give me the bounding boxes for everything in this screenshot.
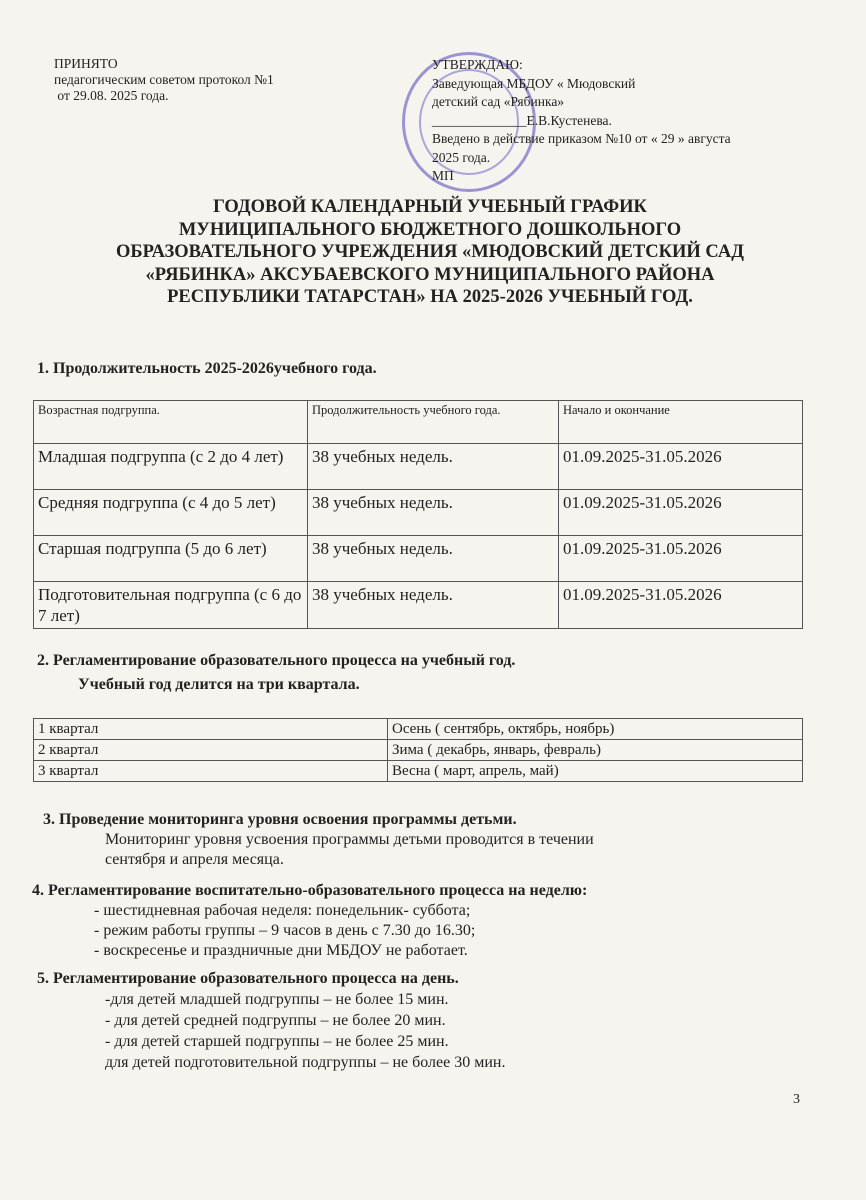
title-line: РЕСПУБЛИКИ ТАТАРСТАН» НА 2025-2026 УЧЕБНЫЙ ГОД. [167, 287, 693, 307]
cell: 01.09.2025-31.05.2026 [559, 490, 803, 536]
cell: 38 учебных недель. [308, 582, 559, 629]
cell: Подготовительная подгруппа (с 6 до 7 лет) [34, 582, 308, 629]
cell: Зима ( декабрь, январь, февраль) [388, 740, 803, 761]
cell: 2 квартал [34, 740, 388, 761]
table-row [34, 740, 803, 761]
text: детский сад «Рябинка» [432, 94, 565, 109]
title-line: МУНИЦИПАЛЬНОГО БЮДЖЕТНОГО ДОШКОЛЬНОГО [178, 219, 682, 240]
section-5 [37, 968, 505, 1073]
header-cell: Продолжительность учебного года. [308, 401, 559, 444]
table-row [34, 761, 803, 782]
cell: Младшая подгруппа (с 2 до 4 лет) [34, 444, 308, 490]
section-4-heading: 4. Регламентирование воспитательно-образовательного процесса на неделю: [32, 882, 588, 899]
text: Мониторинг уровня усвоения программы детьми проводится в течении [105, 831, 594, 848]
text: от 29.08. 2025 года. [54, 88, 169, 103]
table-row [34, 536, 803, 582]
table-row [34, 719, 803, 740]
table-row [34, 582, 803, 629]
section-2-heading: 2. Регламентирование образовательного процесса на учебный год. [37, 652, 516, 669]
section-5-heading: 5. Регламентирование образовательного процесса на день. [37, 970, 459, 987]
cell: Старшая подгруппа (5 до 6 лет) [34, 536, 308, 582]
cell: 38 учебных недель. [308, 536, 559, 582]
text: 2025 года. [432, 149, 491, 165]
list-item: - шестидневная рабочая неделя: понедельник- суббота; [94, 902, 471, 919]
title-line: ГОДОВОЙ КАЛЕНДАРНЫЙ УЧЕБНЫЙ ГРАФИК [213, 197, 647, 217]
table-header [34, 401, 803, 444]
document-title [60, 196, 800, 309]
section-4 [32, 881, 587, 961]
cell: 38 учебных недель. [308, 444, 559, 490]
cell: 01.09.2025-31.05.2026 [559, 444, 803, 490]
list-item: - для детей средней подгруппы – не более 20 мин. [105, 1012, 446, 1029]
list-item: - воскресенье и праздничные дни МБДОУ не работает. [94, 942, 468, 959]
cell: 3 квартал [34, 761, 388, 782]
text: УТВЕРЖДАЮ: [432, 57, 523, 72]
cell: Средняя подгруппа (с 4 до 5 лет) [34, 490, 308, 536]
header-cell: Начало и окончание [559, 401, 803, 444]
section-2-subheading: Учебный год делится на три квартала. [78, 676, 360, 693]
title-line: ОБРАЗОВАТЕЛЬНОГО УЧРЕЖДЕНИЯ «МЮДОВСКИЙ ДЕТСКИЙ САД [116, 242, 744, 262]
approval-left [54, 56, 274, 104]
list-item: - для детей старшей подгруппы – не более 25 мин. [105, 1033, 449, 1050]
text: сентября и апреля месяца. [105, 851, 284, 868]
signature-line: ______________Е.В.Кустенева. [432, 112, 612, 128]
text: ПРИНЯТО [54, 56, 118, 71]
section-1-heading: 1. Продолжительность 2025-2026учебного года. [37, 360, 377, 377]
text: педагогическим советом протокол №1 [54, 72, 274, 87]
cell: 38 учебных недель. [308, 490, 559, 536]
approval-right [432, 56, 731, 186]
section-3 [43, 810, 594, 870]
table-row [34, 490, 803, 536]
cell: Весна ( март, апрель, май) [388, 761, 803, 782]
text: Заведующая МБДОУ « Мюдовский [432, 75, 636, 91]
text: МП [432, 168, 454, 183]
title-line: «РЯБИНКА» АКСУБАЕВСКОГО МУНИЦИПАЛЬНОГО РАЙОНА [145, 264, 715, 285]
text: Введено в действие приказом №10 от « 29 » августа [432, 131, 731, 146]
table-row [34, 444, 803, 490]
cell: Осень ( сентябрь, октябрь, ноябрь) [388, 719, 803, 740]
list-item: - режим работы группы – 9 часов в день с 7.30 до 16.30; [94, 922, 476, 939]
section-3-heading: 3. Проведение мониторинга уровня освоения программы детьми. [43, 811, 517, 828]
cell: 1 квартал [34, 719, 388, 740]
cell: 01.09.2025-31.05.2026 [559, 582, 803, 629]
header-cell: Возрастная подгруппа. [34, 401, 308, 444]
quarters-table [33, 718, 803, 782]
list-item: для детей подготовительной подгруппы – не более 30 мин. [105, 1054, 506, 1071]
list-item: -для детей младшей подгруппы – не более 15 мин. [105, 991, 449, 1008]
cell: 01.09.2025-31.05.2026 [559, 536, 803, 582]
duration-table [33, 400, 803, 629]
page-number: 3 [793, 1092, 800, 1107]
